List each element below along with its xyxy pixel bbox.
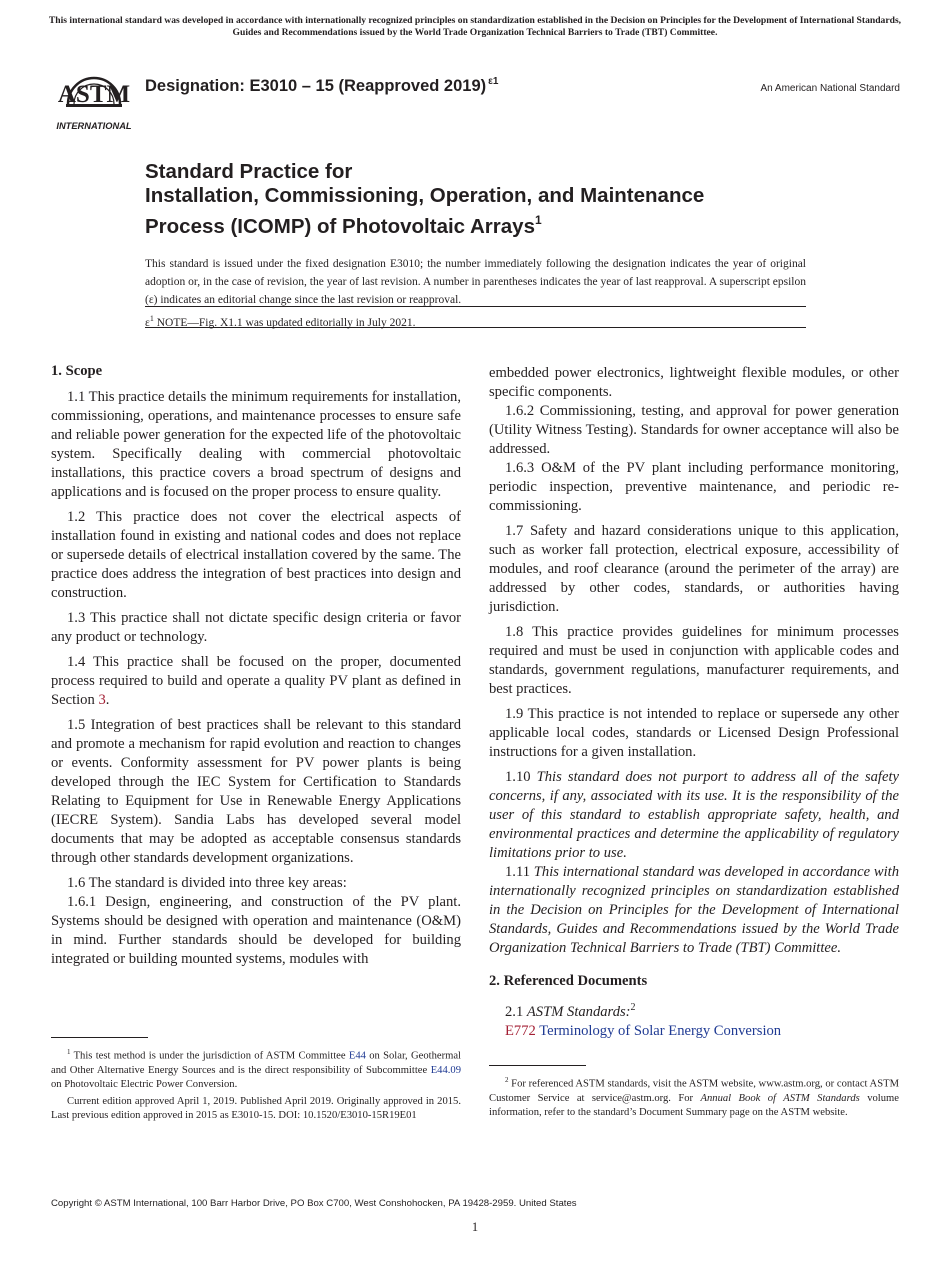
footnote-2-text: $^2$ For referenced ASTM standards, visit the ASTM website, www.astm.org, or contact ASTM Customer Service at service@astm.org. For Annual Book of ASTM Standards volume information, refer to the standard’s Document Summary page on the ASTM website. xyxy=(489,1076,899,1118)
reference-e772-title-link[interactable]: Terminology of Solar Energy Conversion xyxy=(535,1022,782,1039)
national-standard-label: An American National Standard xyxy=(760,83,900,94)
column-left xyxy=(51,362,461,969)
paragraph-1-6-2: 1.6.2 Commissioning, testing, and approval for power generation (Utility Witness Testing). Standards for owner acceptance will also be addressed. xyxy=(489,403,899,457)
section-3-link[interactable]: 3 xyxy=(98,692,106,708)
designation-text: Designation: E3010 – 15 (Reapproved 2019) xyxy=(145,77,487,95)
top-notice: This international standard was developed in accordance with internationally recognized principles on standardization established in the Decision on Principles for the Development of International Standards, Guides and Recommendations issued by the World Trade Organization Technical Barriers to Trade (TBT) Committee. xyxy=(48,15,902,38)
paragraph-1-6: 1.6 The standard is divided into three key areas: xyxy=(67,875,347,891)
paragraph-1-10: 1.10 This standard does not purport to address all of the safety concerns, if any, associated with its use. It is the responsibility of the user of this standard to establish appropriate safety, health, and environmental practices and determine the applicability of regulatory limitations prior to use. xyxy=(489,769,899,861)
footnote-2 xyxy=(489,1073,899,1123)
title-line-2: Installation, Commissioning, Operation, and Maintenance xyxy=(145,184,705,207)
footnote-1-edition: Current edition approved April 1, 2019. Published April 2019. Originally approved in 2015. Last previous edition approved in 2015 as E3010-15. DOI: 10.1520/E3010-15R19E01 xyxy=(51,1095,461,1121)
astm-logo-letters: ASTM xyxy=(57,81,131,108)
divider-bottom xyxy=(145,327,806,328)
title-line-1: Standard Practice for xyxy=(145,160,353,183)
astm-logo xyxy=(52,58,136,132)
paragraph-1-2: 1.2 This practice does not cover the electrical aspects of installation found in existing and national codes and does not replace or supersede details of electrical installation covered by the same. The practice does address the integration of best practices into design and construction. xyxy=(51,509,461,601)
page-number: 1 xyxy=(471,1220,479,1234)
paragraph-1-5: 1.5 Integration of best practices shall be relevant to this standard and promote a mechanism for rapid evolution and reaction to changes or events. Conformity assessment for PV power plants is being developed through the IEC System for Certification to Standards Relating to Equipment for Use in Renewable Energy Applications (IECRE System). Sandia Labs has developed several model documents that may be adopted as acceptable consensus standards through other standards development organizations. xyxy=(51,717,461,866)
title-footnote-mark: 1 xyxy=(534,213,542,227)
section-heading-referenced-documents: 2. Referenced Documents xyxy=(489,973,648,989)
paragraph-1-4: 1.4 This practice shall be focused on the proper, documented process required to build and operate a quality PV plant as defined in Section 3. xyxy=(51,654,461,708)
footnote-rule-right xyxy=(489,1065,586,1066)
section-heading-scope: 1. Scope xyxy=(51,363,103,379)
footnote-1 xyxy=(51,1045,461,1126)
issued-note: This standard is issued under the fixed designation E3010; the number immediately following the designation indicates the year of original adoption or, in the case of revision, the year of last revision. A number in parentheses indicates the year of last reapproval. A superscript epsilon (ε) indicates an editorial change since the last revision or reapproval. xyxy=(145,258,806,306)
paragraph-1-8: 1.8 This practice provides guidelines for minimum processes required and must be used in conjunction with applicable codes and standards, government regulations, manufacturer requirements, and best practices. xyxy=(489,624,899,697)
document-title xyxy=(145,160,845,239)
subcommittee-e44-09-link[interactable]: E44.09 xyxy=(430,1064,461,1076)
column-right xyxy=(489,364,899,1047)
paragraph-1-6-1-continued: embedded power electronics, lightweight flexible modules, or other specific components. xyxy=(489,365,899,400)
committee-e44-link[interactable]: E44 xyxy=(348,1050,366,1062)
footnote-rule-left xyxy=(51,1037,148,1038)
divider-top xyxy=(145,306,806,307)
astm-logo-international: INTERNATIONAL xyxy=(56,121,132,131)
epsilon-note: $\varepsilon^1$ NOTE—Fig. X1.1 was updated editorially in July 2021. xyxy=(145,314,416,329)
reference-e772-code-link[interactable]: E772 xyxy=(505,1022,536,1039)
paragraph-1-1: 1.1 This practice details the minimum requirements for installation, commissioning, operations, and maintenance processes to ensure safe and reliable power generation for the expected life of the photovoltaic system. Specifically dealing with commercial photovoltaic installations, this practice covers a broad spectrum of designs and applications and is focused on the proper process to ensure quality. xyxy=(51,389,461,500)
paragraph-1-7: 1.7 Safety and hazard considerations unique to this application, such as worker fall protection, electrical exposure, accessibility of modules, and roof clearance (around the perimeter of the array) are addressed by other codes, standards, or authorities having jurisdiction. xyxy=(489,523,899,615)
paragraph-1-6-3: 1.6.3 O&M of the PV plant including performance monitoring, periodic inspection, preventive maintenance, and periodic re-commissioning. xyxy=(489,460,899,514)
paragraph-1-9: 1.9 This practice is not intended to replace or supersede any other applicable local codes, standards or Licensed Design Professional instructions for a given installation. xyxy=(489,706,899,760)
paragraph-2-1: 2.1 ASTM Standards:$^2$ xyxy=(505,1002,636,1020)
reference-e772 xyxy=(489,1022,899,1041)
epsilon-superscript: ε1 xyxy=(488,76,499,87)
paragraph-1-11: 1.11 This international standard was developed in accordance with internationally recognized principles on standardization established in the Decision on Principles for the Development of International Standards, Guides and Recommendations issued by the World Trade Organization Technical Barriers to Trade (TBT) Committee. xyxy=(489,864,899,956)
footnote-1-text: $^1$ This test method is under the jurisdiction of ASTM Committee E44 on Solar, Geothermal and Other Alternative Energy Sources and is the direct responsibility of Subcommittee E44.09 on Photovoltaic Electric Power Conversion. xyxy=(51,1048,461,1090)
title-line-3: Process (ICOMP) of Photovoltaic Arrays$^1$ xyxy=(145,213,542,238)
paragraph-1-3: 1.3 This practice shall not dictate specific design criteria or favor any product or technology. xyxy=(51,610,461,645)
designation xyxy=(145,76,498,96)
paragraph-1-6-1: 1.6.1 Design, engineering, and construction of the PV plant. Systems should be designed with operation and maintenance (O&M) in mind. Further standards should be developed for building integrated or building mounted systems, modules with xyxy=(51,894,461,967)
copyright-notice: Copyright © ASTM International, 100 Barr Harbor Drive, PO Box C700, West Conshohocken, PA 19428-2959. United States xyxy=(51,1198,577,1209)
